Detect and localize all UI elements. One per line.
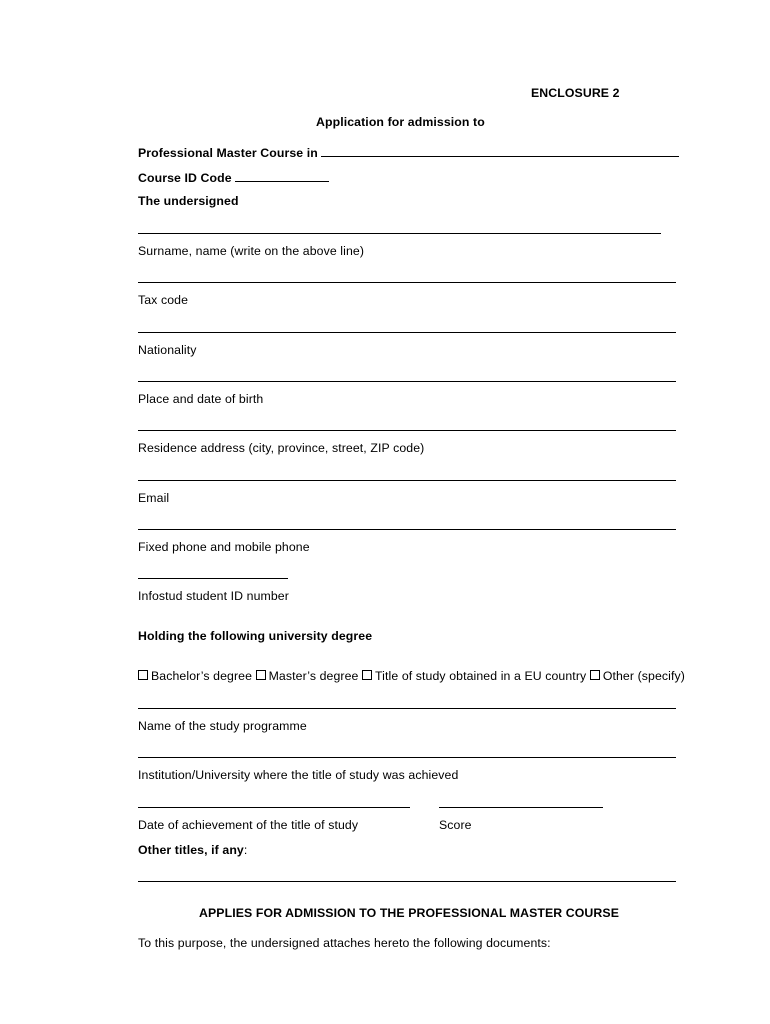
bachelor-checkbox[interactable]: [138, 670, 148, 680]
score-label: Score: [439, 818, 472, 832]
course-id-label: Course ID Code: [138, 171, 236, 185]
master-checkbox[interactable]: [256, 670, 266, 680]
residence-field[interactable]: [138, 430, 676, 431]
enclosure-label: ENCLOSURE 2: [531, 86, 620, 100]
course-line: [138, 145, 679, 161]
nationality-field[interactable]: [138, 332, 676, 333]
course-label: Professional Master Course in: [138, 146, 322, 160]
other-option-label: Other (specify): [602, 669, 685, 683]
programme-label: Name of the study programme: [138, 719, 307, 733]
infostud-label: Infostud student ID number: [138, 589, 289, 603]
birth-label: Place and date of birth: [138, 392, 264, 406]
other-specify-field[interactable]: [138, 708, 676, 709]
eu-title-checkbox[interactable]: [362, 670, 372, 680]
applies-heading: APPLIES FOR ADMISSION TO THE PROFESSIONAL MASTER COURSE: [199, 906, 619, 920]
residence-label: Residence address (city, province, street, ZIP code): [138, 441, 425, 455]
other-titles-colon: :: [243, 843, 248, 857]
undersigned-label: The undersigned: [138, 194, 239, 208]
course-id-field[interactable]: [235, 170, 329, 182]
other-titles-line: [138, 843, 247, 858]
course-name-field[interactable]: [321, 145, 679, 157]
email-label: Email: [138, 491, 170, 505]
surname-field[interactable]: [138, 233, 661, 234]
purpose-text: To this purpose, the undersigned attaches hereto the following documents:: [138, 936, 551, 950]
eu-title-option-label: Title of study obtained in a EU country: [375, 669, 587, 683]
other-checkbox[interactable]: [590, 670, 600, 680]
degree-heading: Holding the following university degree: [138, 629, 373, 643]
infostud-field[interactable]: [138, 578, 288, 579]
other-titles-label: Other titles, if any: [138, 843, 244, 857]
institution-label: Institution/University where the title of study was achieved: [138, 768, 459, 782]
score-field[interactable]: [439, 807, 603, 808]
master-option-label: Master’s degree: [268, 669, 359, 683]
institution-field[interactable]: [138, 807, 410, 808]
tax-code-label: Tax code: [138, 293, 189, 307]
email-field[interactable]: [138, 480, 676, 481]
birth-field[interactable]: [138, 381, 676, 382]
degree-options: [138, 669, 685, 684]
bachelor-option-label: Bachelor’s degree: [151, 669, 253, 683]
tax-code-field[interactable]: [138, 282, 676, 283]
form-title: Application for admission to: [316, 115, 485, 129]
other-titles-field[interactable]: [138, 881, 676, 882]
phone-label: Fixed phone and mobile phone: [138, 540, 310, 554]
course-id-line: [138, 170, 329, 186]
surname-label: Surname, name (write on the above line): [138, 244, 365, 258]
programme-field[interactable]: [138, 757, 676, 758]
phone-field[interactable]: [138, 529, 676, 530]
nationality-label: Nationality: [138, 343, 197, 357]
date-label: Date of achievement of the title of study: [138, 818, 359, 832]
